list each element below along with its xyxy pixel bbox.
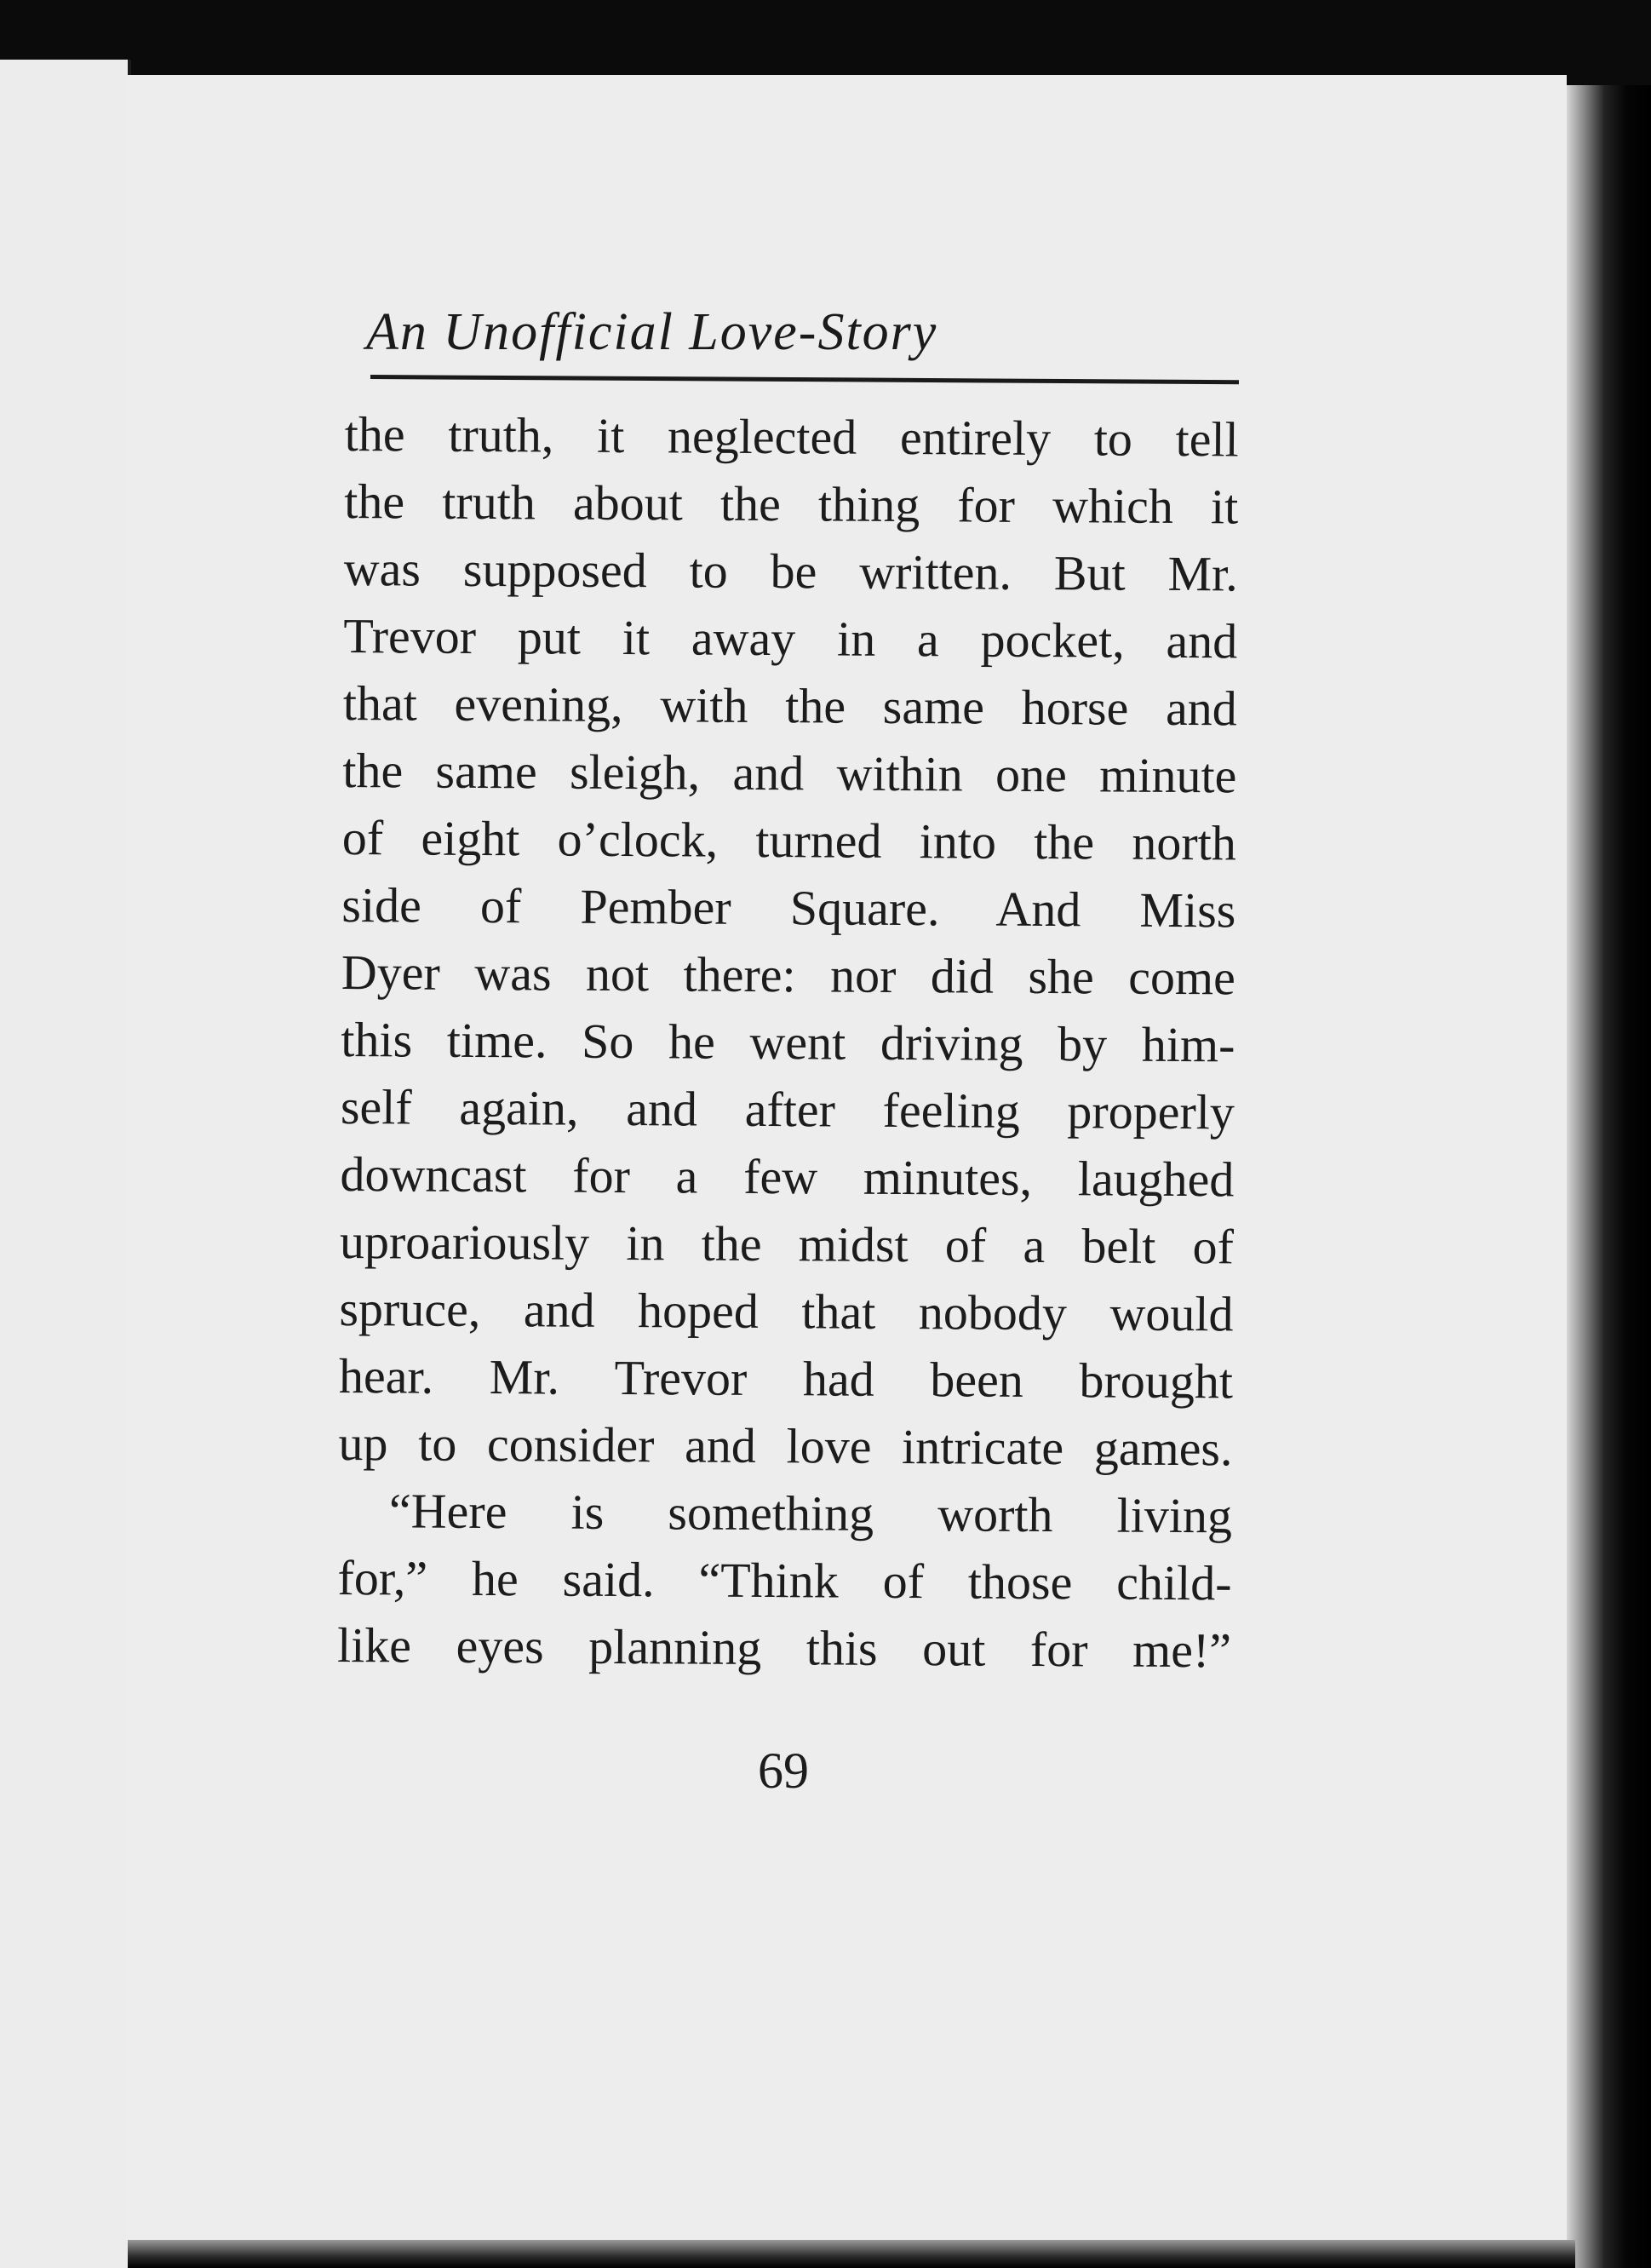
body-text xyxy=(336,400,1239,1751)
text-line: hear. Mr. Trevor had been brought xyxy=(338,1347,1234,1410)
text-line: for,” he said. “Think of those child- xyxy=(337,1549,1232,1611)
text-line: downcast for a few minutes, laughed xyxy=(340,1145,1235,1208)
page-number: 69 xyxy=(758,1743,809,1799)
text-line: side of Pember Square. And Miss xyxy=(341,876,1236,939)
text-line: the truth, it neglected entirely to tell xyxy=(344,405,1239,468)
text-line: of eight o’clock, turned into the north xyxy=(341,809,1237,871)
text-line: the truth about the thing for which it xyxy=(344,473,1239,535)
page-edge-shadow xyxy=(1567,85,1651,2268)
text-line: this time. So he went driving by him- xyxy=(341,1011,1235,1073)
text-line: Trevor put it away in a pocket, and xyxy=(343,607,1238,669)
facing-page-edge xyxy=(0,60,131,2268)
text-line: that evening, with the same horse and xyxy=(342,675,1238,737)
text-line: was supposed to be written. But Mr. xyxy=(343,540,1238,602)
text-line: like eyes planning this out for me!” xyxy=(336,1616,1232,1679)
bottom-edge-shadow xyxy=(128,2240,1575,2268)
running-head: An Unofficial Love-Story xyxy=(366,303,938,361)
text-line: spruce, and hoped that nobody would xyxy=(339,1280,1234,1342)
text-line: uproariously in the midst of a belt of xyxy=(339,1213,1235,1275)
text-line: self again, and after feeling properly xyxy=(340,1078,1235,1140)
text-line: Dyer was not there: nor did she come xyxy=(341,944,1236,1006)
text-line: “Here is something worth living xyxy=(388,1483,1233,1544)
text-line: the same sleigh, and within one minute xyxy=(342,742,1237,804)
text-line: up to consider and love intricate games. xyxy=(338,1415,1233,1477)
